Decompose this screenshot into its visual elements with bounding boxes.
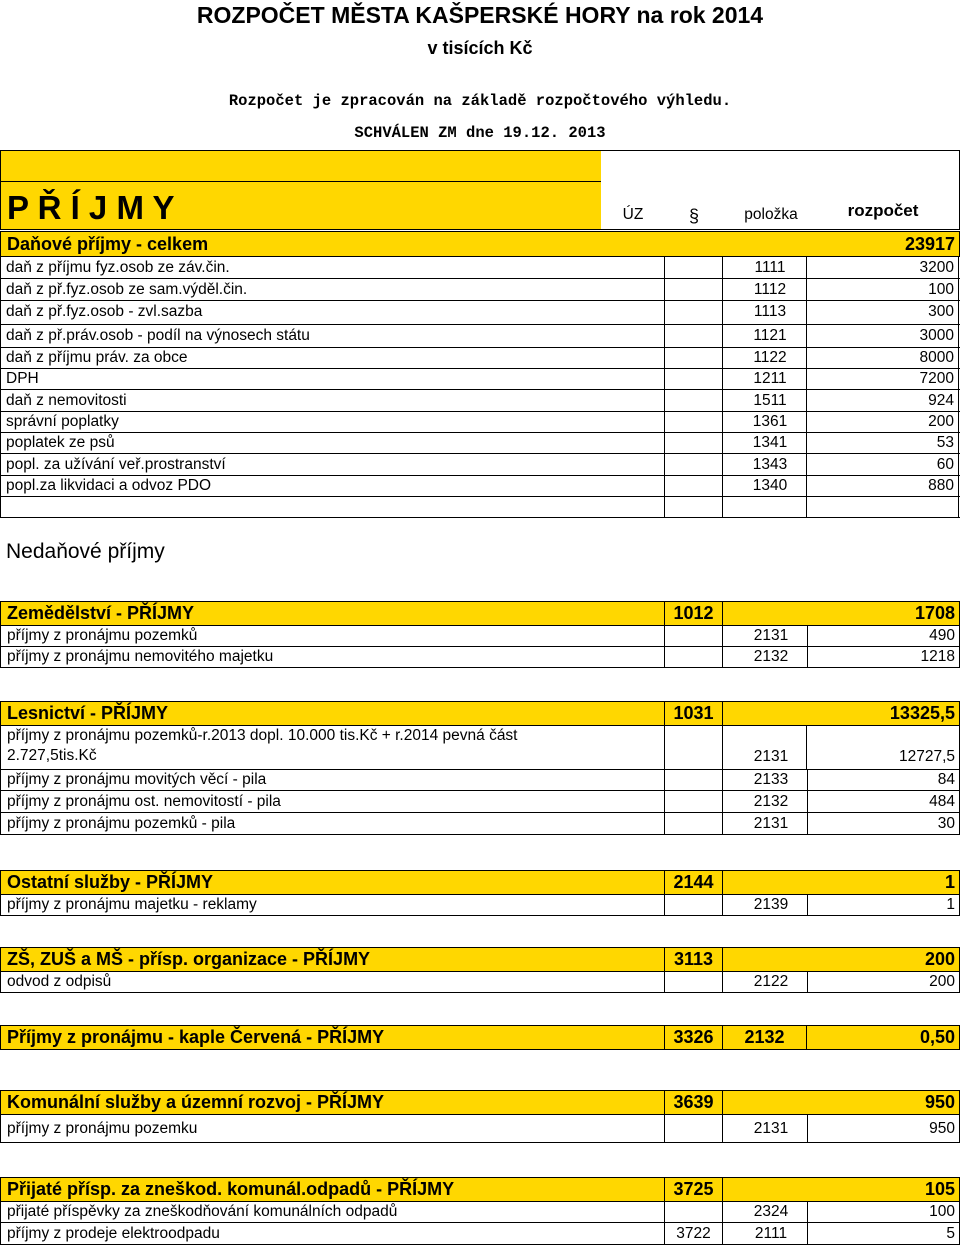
row-item: 1111 (754, 258, 786, 276)
row-description: příjmy z pronájmu ost. nemovitostí - pila (1, 791, 665, 812)
row-amount: 924 (928, 391, 954, 409)
section-title: Ostatní služby - PŘÍJMY (1, 871, 665, 894)
row-item: 1122 (753, 348, 787, 366)
row-description: příjmy z pronájmu movitých věcí - pila (1, 770, 665, 790)
section-paragraph: 3326 (665, 1026, 723, 1049)
section-title: Zemědělství - PŘÍJMY (1, 602, 665, 625)
row-amount: 200 (928, 412, 954, 430)
row-item: 2139 (753, 896, 789, 913)
row-description-line1: příjmy z pronájmu pozemků-r.2013 dopl. 10.000 tis.Kč + r.2014 pevná část (7, 727, 518, 744)
row-description: daň z př.fyz.osob - zvl.sazba (6, 302, 203, 320)
budget-column-header: rozpočet (847, 201, 919, 220)
row-item: 2131 (753, 814, 789, 832)
forestry-header-row (0, 701, 960, 726)
other-services-header-row (0, 870, 960, 895)
row-description: příjmy z pronájmu nemovitého majetku (1, 647, 665, 667)
row-item: 1340 (752, 476, 788, 494)
uz-column-header: ÚZ (622, 206, 644, 223)
row-item: 1211 (753, 369, 787, 387)
section-title: Komunální služby a územní rozvoj - PŘÍJMY (1, 1091, 665, 1114)
row-description: daň z příjmu práv. za obce (6, 348, 188, 366)
section-item: 2132 (723, 1026, 807, 1049)
section-amount: 105 (924, 1179, 955, 1199)
row-amount: 490 (807, 626, 959, 646)
row-amount: 484 (807, 791, 959, 812)
table-row (0, 411, 960, 433)
section-title: Příjmy z pronájmu - kaple Červená - PŘÍJMY (1, 1026, 665, 1049)
row-amount: 1 (807, 895, 959, 915)
row-amount: 200 (807, 972, 959, 992)
row-amount: 3200 (919, 258, 954, 276)
row-item: 1121 (753, 327, 787, 344)
item-column-header: položka (744, 206, 798, 223)
row-amount: 5 (807, 1223, 959, 1244)
row-description: daň z př.fyz.osob ze sam.výděl.čin. (6, 280, 248, 298)
waste-header-row (0, 1177, 960, 1202)
table-row (0, 279, 960, 301)
row-description: popl. za užívání veř.prostranství (6, 455, 226, 473)
table-row (0, 791, 960, 813)
row-item: 2131 (753, 627, 789, 644)
section-amount: 200 (924, 949, 955, 969)
row-item: 1361 (752, 412, 788, 430)
row-amount: 12727,5 (898, 748, 955, 765)
tax-income-title: Daňové příjmy - celkem (7, 233, 209, 254)
section-paragraph: 1012 (665, 602, 723, 625)
section-title: P Ř Í J M Y (7, 189, 175, 226)
table-row (0, 813, 960, 835)
tax-income-total: 23917 (904, 233, 955, 254)
income-header-band (0, 150, 960, 230)
row-item: 2111 (754, 1224, 788, 1242)
row-amount: 60 (936, 455, 954, 473)
table-row (0, 726, 960, 770)
section-paragraph: 2144 (665, 871, 723, 894)
table-row (0, 1223, 960, 1245)
row-description: daň z př.práv.osob - podíl na výnosech státu (6, 327, 310, 344)
row-amount: 7200 (919, 369, 954, 387)
units-note: v tisících Kč (427, 38, 533, 58)
table-row (0, 1202, 960, 1223)
row-description: odvod z odpisů (1, 972, 665, 992)
row-description: příjmy z pronájmu pozemku (1, 1115, 665, 1142)
row-amount: 300 (928, 302, 954, 320)
row-amount: 1218 (807, 647, 959, 667)
table-row (0, 647, 960, 668)
paragraph-column-header: § (688, 206, 699, 226)
row-description: přijaté příspěvky za zneškodňování komunálních odpadů (1, 1202, 665, 1222)
row-item: 1113 (753, 302, 787, 320)
row-description: poplatek ze psů (6, 433, 115, 451)
empty-row (0, 496, 960, 518)
table-row (0, 432, 960, 454)
section-title: Přijaté přísp. za zneškod. komunál.odpadů - PŘÍJMY (1, 1178, 665, 1201)
section-amount: 1 (944, 872, 955, 892)
section-paragraph: 3113 (665, 948, 723, 971)
row-amount: 3000 (919, 327, 954, 344)
table-row (0, 347, 960, 369)
table-row (0, 301, 960, 322)
row-amount: 84 (807, 770, 959, 790)
table-row (0, 454, 960, 476)
section-amount: 950 (924, 1092, 955, 1112)
row-description: správní poplatky (6, 412, 119, 430)
row-item: 2324 (753, 1203, 789, 1220)
agriculture-header-row (0, 601, 960, 626)
row-item: 2132 (753, 648, 789, 665)
municipal-services-header-row (0, 1090, 960, 1115)
section-amount: 13325,5 (889, 703, 955, 723)
table-row (0, 626, 960, 647)
approval-note: SCHVÁLEN ZM dne 19.12. 2013 (354, 124, 606, 142)
table-row (0, 1115, 960, 1143)
row-item: 1341 (752, 433, 788, 451)
row-description: příjmy z prodeje elektroodpadu (1, 1223, 665, 1244)
basis-note: Rozpočet je zpracován na základě rozpočtového výhledu. (228, 92, 732, 110)
section-paragraph: 3639 (665, 1091, 723, 1114)
row-description: daň z příjmu fyz.osob ze záv.čin. (6, 258, 230, 276)
row-item: 1343 (752, 455, 788, 473)
row-amount: 950 (807, 1115, 959, 1142)
table-row (0, 895, 960, 916)
non-tax-income-title: Nedaňové příjmy (6, 540, 165, 563)
section-paragraph: 3725 (665, 1178, 723, 1201)
row-description: příjmy z pronájmu pozemků - pila (1, 813, 665, 834)
table-row (0, 257, 960, 279)
section-title: Lesnictví - PŘÍJMY (1, 702, 665, 725)
row-description: příjmy z pronájmu majetku - reklamy (1, 895, 665, 915)
tax-income-total-row (0, 231, 960, 257)
table-row (0, 368, 960, 390)
row-paragraph: 3722 (665, 1223, 723, 1244)
table-row (0, 972, 960, 993)
row-amount: 100 (928, 280, 954, 298)
section-amount: 1708 (914, 603, 955, 623)
row-description: příjmy z pronájmu pozemků (1, 626, 665, 646)
row-item: 2122 (753, 973, 789, 990)
row-description: popl.za likvidaci a odvoz PDO (6, 476, 212, 494)
row-amount: 53 (936, 433, 954, 451)
section-paragraph: 1031 (665, 702, 723, 725)
section-amount: 0,50 (919, 1027, 955, 1047)
row-item: 2131 (753, 748, 789, 765)
row-item: 1511 (753, 391, 787, 409)
table-row (0, 325, 960, 348)
row-item: 2133 (753, 771, 789, 788)
row-item: 2131 (753, 1119, 789, 1137)
row-amount: 100 (807, 1202, 959, 1222)
section-title: ZŠ, ZUŠ a MŠ - přísp. organizace - PŘÍJMY (1, 948, 665, 971)
row-description: DPH (6, 369, 39, 387)
row-item: 2132 (753, 792, 789, 810)
row-amount: 880 (928, 476, 954, 494)
row-amount: 30 (807, 813, 959, 834)
table-row (0, 390, 960, 412)
row-description: daň z nemovitosti (6, 391, 127, 409)
table-row (0, 770, 960, 791)
document-title: ROZPOČET MĚSTA KAŠPERSKÉ HORY na rok 2014 (196, 2, 764, 28)
row-item: 1112 (753, 280, 787, 298)
chapel-header-row (0, 1025, 960, 1050)
table-row (0, 475, 960, 497)
row-description-line2: 2.727,5tis.Kč (7, 747, 97, 764)
row-amount: 8000 (919, 348, 954, 366)
schools-header-row (0, 947, 960, 972)
